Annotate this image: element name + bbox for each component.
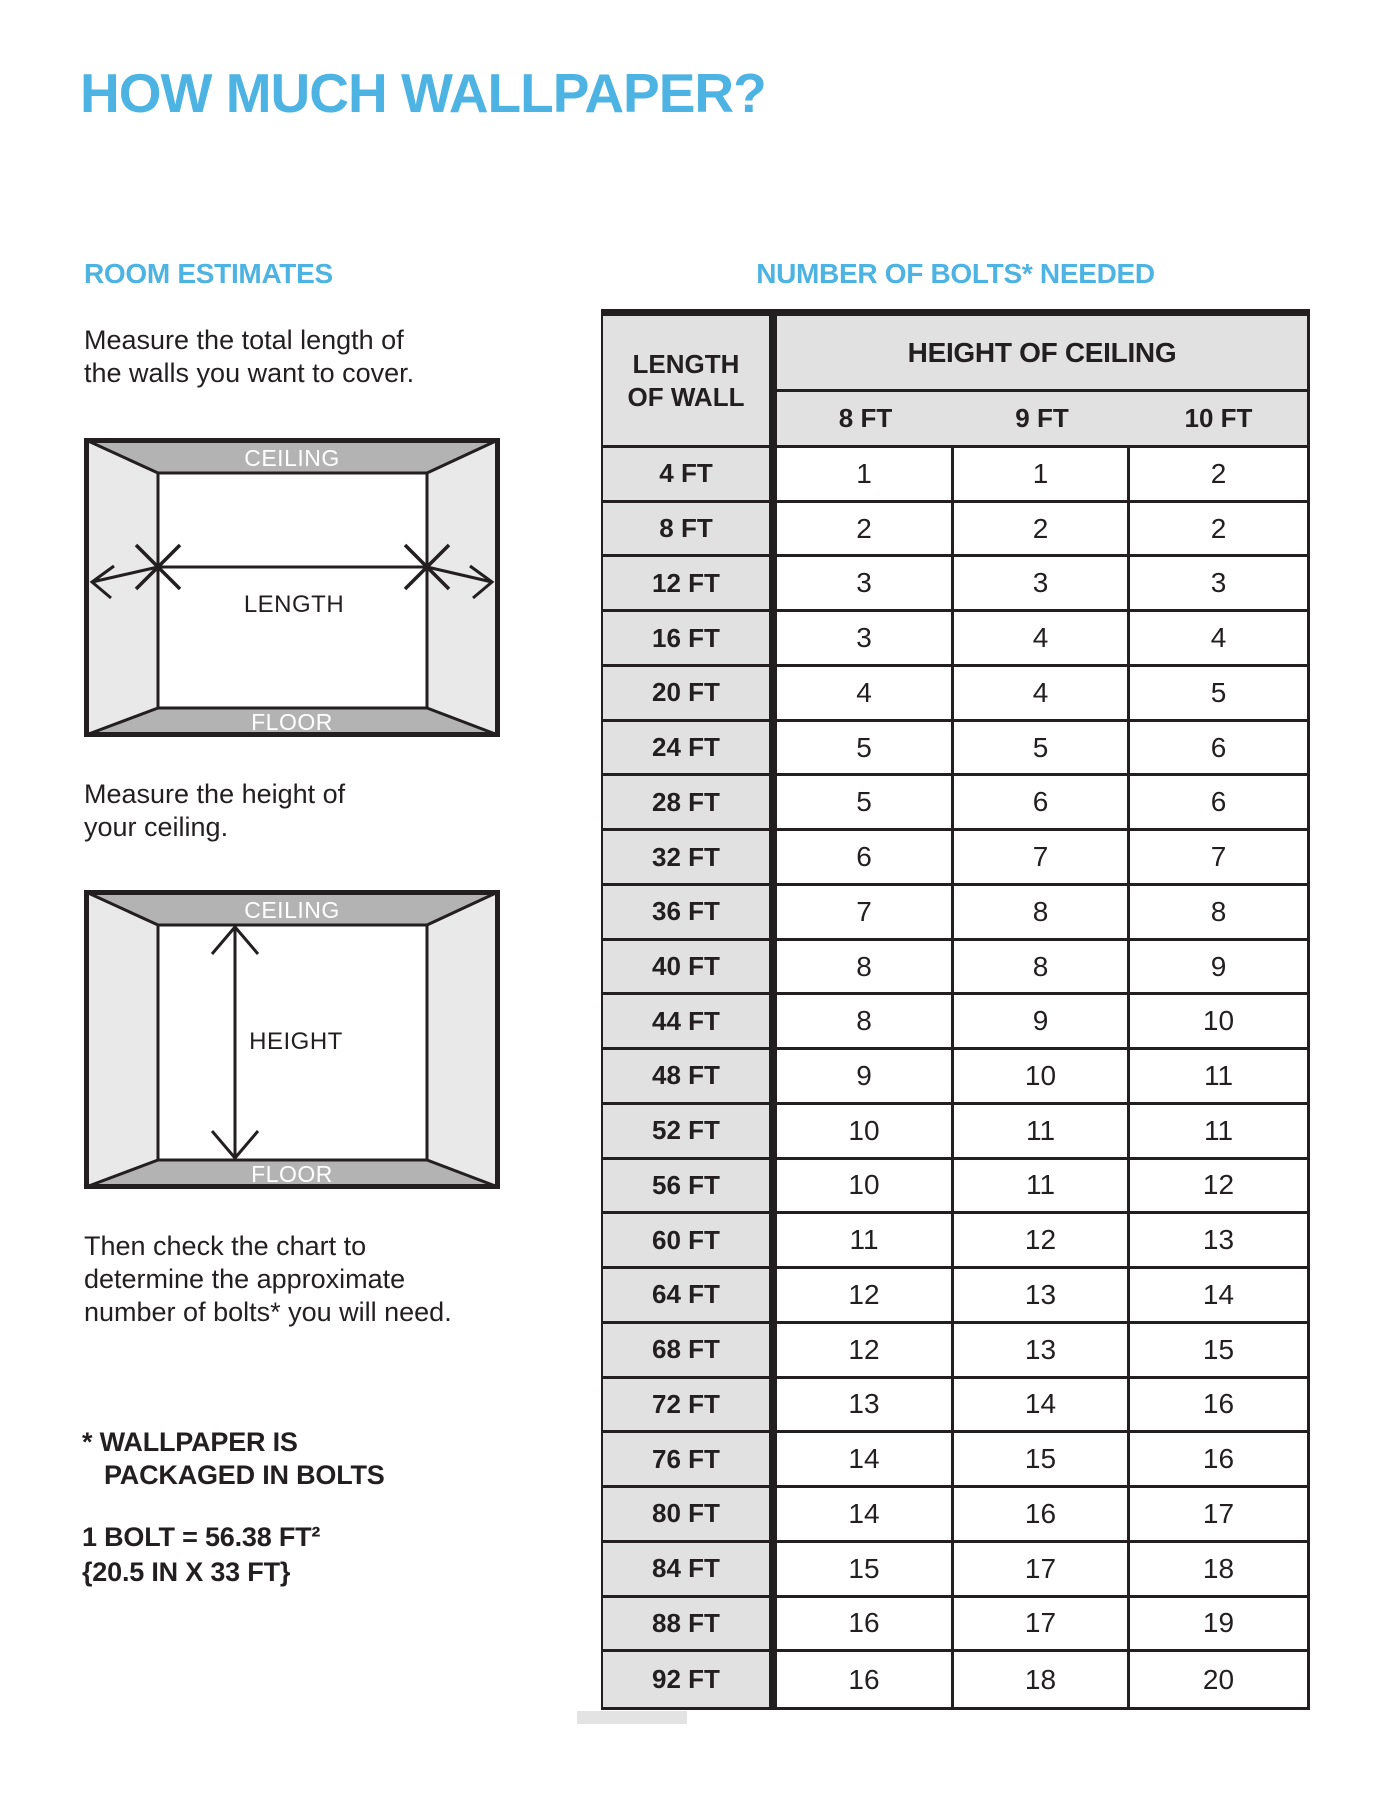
bolt-count-cell: 4 xyxy=(1130,612,1307,667)
bolt-count-cell: 11 xyxy=(1130,1105,1307,1160)
instruction-line: Measure the total length of xyxy=(84,325,404,355)
bolt-count-cell: 8 xyxy=(1130,886,1307,941)
bolt-count-cell: 11 xyxy=(954,1105,1130,1160)
ceiling-height-header-group xyxy=(777,316,1307,445)
wall-length-row-label: 8 FT xyxy=(603,503,777,558)
bolt-count-cell: 2 xyxy=(1130,503,1307,558)
wall-length-row-label: 24 FT xyxy=(603,722,777,777)
footnote-line: PACKAGED IN BOLTS xyxy=(104,1460,385,1490)
instruction-line: Measure the height of xyxy=(84,779,346,809)
right-wall-surface xyxy=(427,892,498,1187)
bolt-count-cell: 11 xyxy=(1130,1050,1307,1105)
wall-length-row-label: 60 FT xyxy=(603,1214,777,1269)
bolt-count-cell: 10 xyxy=(954,1050,1130,1105)
bolt-count-cell: 8 xyxy=(777,995,954,1050)
instruction-line: the walls you want to cover. xyxy=(84,358,415,388)
height-label: HEIGHT xyxy=(249,1028,343,1055)
instruction-check-chart xyxy=(84,1230,452,1329)
table-top-border xyxy=(601,309,1310,316)
bolt-count-cell: 12 xyxy=(777,1269,954,1324)
bolt-count-cell: 4 xyxy=(777,667,954,722)
bolt-count-cell: 2 xyxy=(1130,448,1307,503)
bolt-count-cell: 7 xyxy=(777,886,954,941)
wall-length-row-label: 76 FT xyxy=(603,1433,777,1488)
wall-length-row-label: 4 FT xyxy=(603,448,777,503)
header-line: LENGTH xyxy=(632,348,740,379)
bolt-count-cell: 14 xyxy=(1130,1269,1307,1324)
bolt-count-cell: 12 xyxy=(777,1324,954,1379)
wall-length-row-label: 20 FT xyxy=(603,667,777,722)
footnote-line: * WALLPAPER IS xyxy=(82,1427,298,1457)
bolt-count-cell: 1 xyxy=(954,448,1130,503)
bolt-count-cell: 3 xyxy=(777,612,954,667)
height-diagram xyxy=(84,890,500,1189)
bolt-count-cell: 6 xyxy=(1130,722,1307,777)
table-shadow xyxy=(577,1711,687,1724)
wall-length-row-label: 52 FT xyxy=(603,1105,777,1160)
bolt-count-cell: 8 xyxy=(954,941,1130,996)
instruction-measure-height xyxy=(84,778,345,844)
wall-length-row-label: 80 FT xyxy=(603,1488,777,1543)
bolt-count-cell: 12 xyxy=(1130,1160,1307,1215)
wall-length-row-label: 44 FT xyxy=(603,995,777,1050)
room-estimates-heading: ROOM ESTIMATES xyxy=(84,258,333,289)
bolt-count-cell: 9 xyxy=(954,995,1130,1050)
bolt-count-cell: 13 xyxy=(777,1379,954,1434)
wall-length-row-label: 56 FT xyxy=(603,1160,777,1215)
bolt-dimensions: {20.5 IN X 33 FT} xyxy=(82,1557,291,1587)
bolts-table-body xyxy=(601,448,1310,1710)
instruction-line: your ceiling. xyxy=(84,812,229,842)
bolt-count-cell: 13 xyxy=(1130,1214,1307,1269)
bolt-count-cell: 15 xyxy=(1130,1324,1307,1379)
bolt-count-cell: 14 xyxy=(954,1379,1130,1434)
bolt-count-cell: 11 xyxy=(777,1214,954,1269)
length-of-wall-header xyxy=(603,316,777,445)
bolts-needed-heading: NUMBER OF BOLTS* NEEDED xyxy=(756,258,1155,289)
instruction-line: Then check the chart to xyxy=(84,1231,367,1261)
bolt-count-cell: 17 xyxy=(954,1543,1130,1598)
bolt-count-cell: 16 xyxy=(777,1598,954,1653)
bolt-count-cell: 17 xyxy=(1130,1488,1307,1543)
wall-length-row-label: 36 FT xyxy=(603,886,777,941)
floor-label: FLOOR xyxy=(251,709,333,735)
bolt-count-cell: 10 xyxy=(777,1160,954,1215)
bolt-count-cell: 11 xyxy=(954,1160,1130,1215)
bolt-count-cell: 9 xyxy=(777,1050,954,1105)
wall-length-row-label: 48 FT xyxy=(603,1050,777,1105)
instruction-line: determine the approximate xyxy=(84,1264,406,1294)
instruction-measure-length xyxy=(84,324,414,390)
bolts-table-header xyxy=(601,316,1310,448)
bolt-count-cell: 14 xyxy=(777,1488,954,1543)
wall-length-row-label: 68 FT xyxy=(603,1324,777,1379)
bolt-count-cell: 8 xyxy=(954,886,1130,941)
bolt-count-cell: 16 xyxy=(1130,1379,1307,1434)
bolt-count-cell: 17 xyxy=(954,1598,1130,1653)
bolt-count-cell: 5 xyxy=(954,722,1130,777)
bolt-count-cell: 16 xyxy=(1130,1433,1307,1488)
wall-length-row-label: 16 FT xyxy=(603,612,777,667)
bolt-count-cell: 6 xyxy=(1130,776,1307,831)
bolt-count-cell: 19 xyxy=(1130,1598,1307,1653)
bolt-size-info xyxy=(82,1520,320,1590)
bolt-count-cell: 3 xyxy=(1130,557,1307,612)
bolt-count-cell: 3 xyxy=(954,557,1130,612)
column-header-10ft: 10 FT xyxy=(1184,403,1253,433)
length-label: LENGTH xyxy=(243,591,345,618)
bolt-count-cell: 4 xyxy=(954,667,1130,722)
bolt-count-cell: 6 xyxy=(777,831,954,886)
header-line: OF WALL xyxy=(627,381,745,412)
bolt-count-cell: 4 xyxy=(954,612,1130,667)
ceiling-label: CEILING xyxy=(244,445,340,471)
room-perspective-icon xyxy=(84,890,500,1189)
wall-length-row-label: 84 FT xyxy=(603,1543,777,1598)
wall-length-row-label: 64 FT xyxy=(603,1269,777,1324)
bolt-count-cell: 2 xyxy=(777,503,954,558)
length-diagram xyxy=(84,438,500,737)
ceiling-label: CEILING xyxy=(244,897,340,923)
height-of-ceiling-header: HEIGHT OF CEILING xyxy=(777,316,1307,392)
column-header-8ft: 8 FT xyxy=(838,403,893,433)
wall-length-row-label: 32 FT xyxy=(603,831,777,886)
bolt-count-cell: 5 xyxy=(777,722,954,777)
bolt-count-cell: 14 xyxy=(777,1433,954,1488)
column-header-9ft: 9 FT xyxy=(1015,403,1069,433)
wall-length-row-label: 40 FT xyxy=(603,941,777,996)
bolt-count-cell: 5 xyxy=(1130,667,1307,722)
wall-length-row-label: 92 FT xyxy=(603,1652,777,1707)
bolt-count-cell: 10 xyxy=(1130,995,1307,1050)
bolt-count-cell: 20 xyxy=(1130,1652,1307,1707)
wall-length-row-label: 28 FT xyxy=(603,776,777,831)
bolt-count-cell: 18 xyxy=(1130,1543,1307,1598)
bolt-footnote xyxy=(82,1426,385,1492)
bolt-count-cell: 15 xyxy=(954,1433,1130,1488)
bolt-count-cell: 3 xyxy=(777,557,954,612)
ceiling-height-columns xyxy=(777,392,1307,445)
room-perspective-icon xyxy=(84,438,500,737)
bolt-count-cell: 13 xyxy=(954,1269,1130,1324)
bolt-equation: 1 BOLT = 56.38 FT² xyxy=(82,1522,321,1552)
instruction-line: number of bolts* you will need. xyxy=(84,1297,452,1327)
bolt-count-cell: 13 xyxy=(954,1324,1130,1379)
wall-length-row-label: 72 FT xyxy=(603,1379,777,1434)
bolt-count-cell: 10 xyxy=(777,1105,954,1160)
bolt-count-cell: 9 xyxy=(1130,941,1307,996)
bolt-count-cell: 7 xyxy=(954,831,1130,886)
floor-label: FLOOR xyxy=(251,1161,333,1187)
bolt-count-cell: 7 xyxy=(1130,831,1307,886)
bolt-count-cell: 18 xyxy=(954,1652,1130,1707)
wall-length-row-label: 88 FT xyxy=(603,1598,777,1653)
bolt-count-cell: 8 xyxy=(777,941,954,996)
bolt-count-cell: 16 xyxy=(777,1652,954,1707)
page-title: HOW MUCH WALLPAPER? xyxy=(80,62,766,124)
bolt-count-cell: 2 xyxy=(954,503,1130,558)
bolt-count-cell: 15 xyxy=(777,1543,954,1598)
bolt-count-cell: 6 xyxy=(954,776,1130,831)
bolt-count-cell: 16 xyxy=(954,1488,1130,1543)
bolt-count-cell: 1 xyxy=(777,448,954,503)
wall-length-row-label: 12 FT xyxy=(603,557,777,612)
bolt-count-cell: 12 xyxy=(954,1214,1130,1269)
left-wall-surface xyxy=(86,892,158,1187)
bolt-count-cell: 5 xyxy=(777,776,954,831)
